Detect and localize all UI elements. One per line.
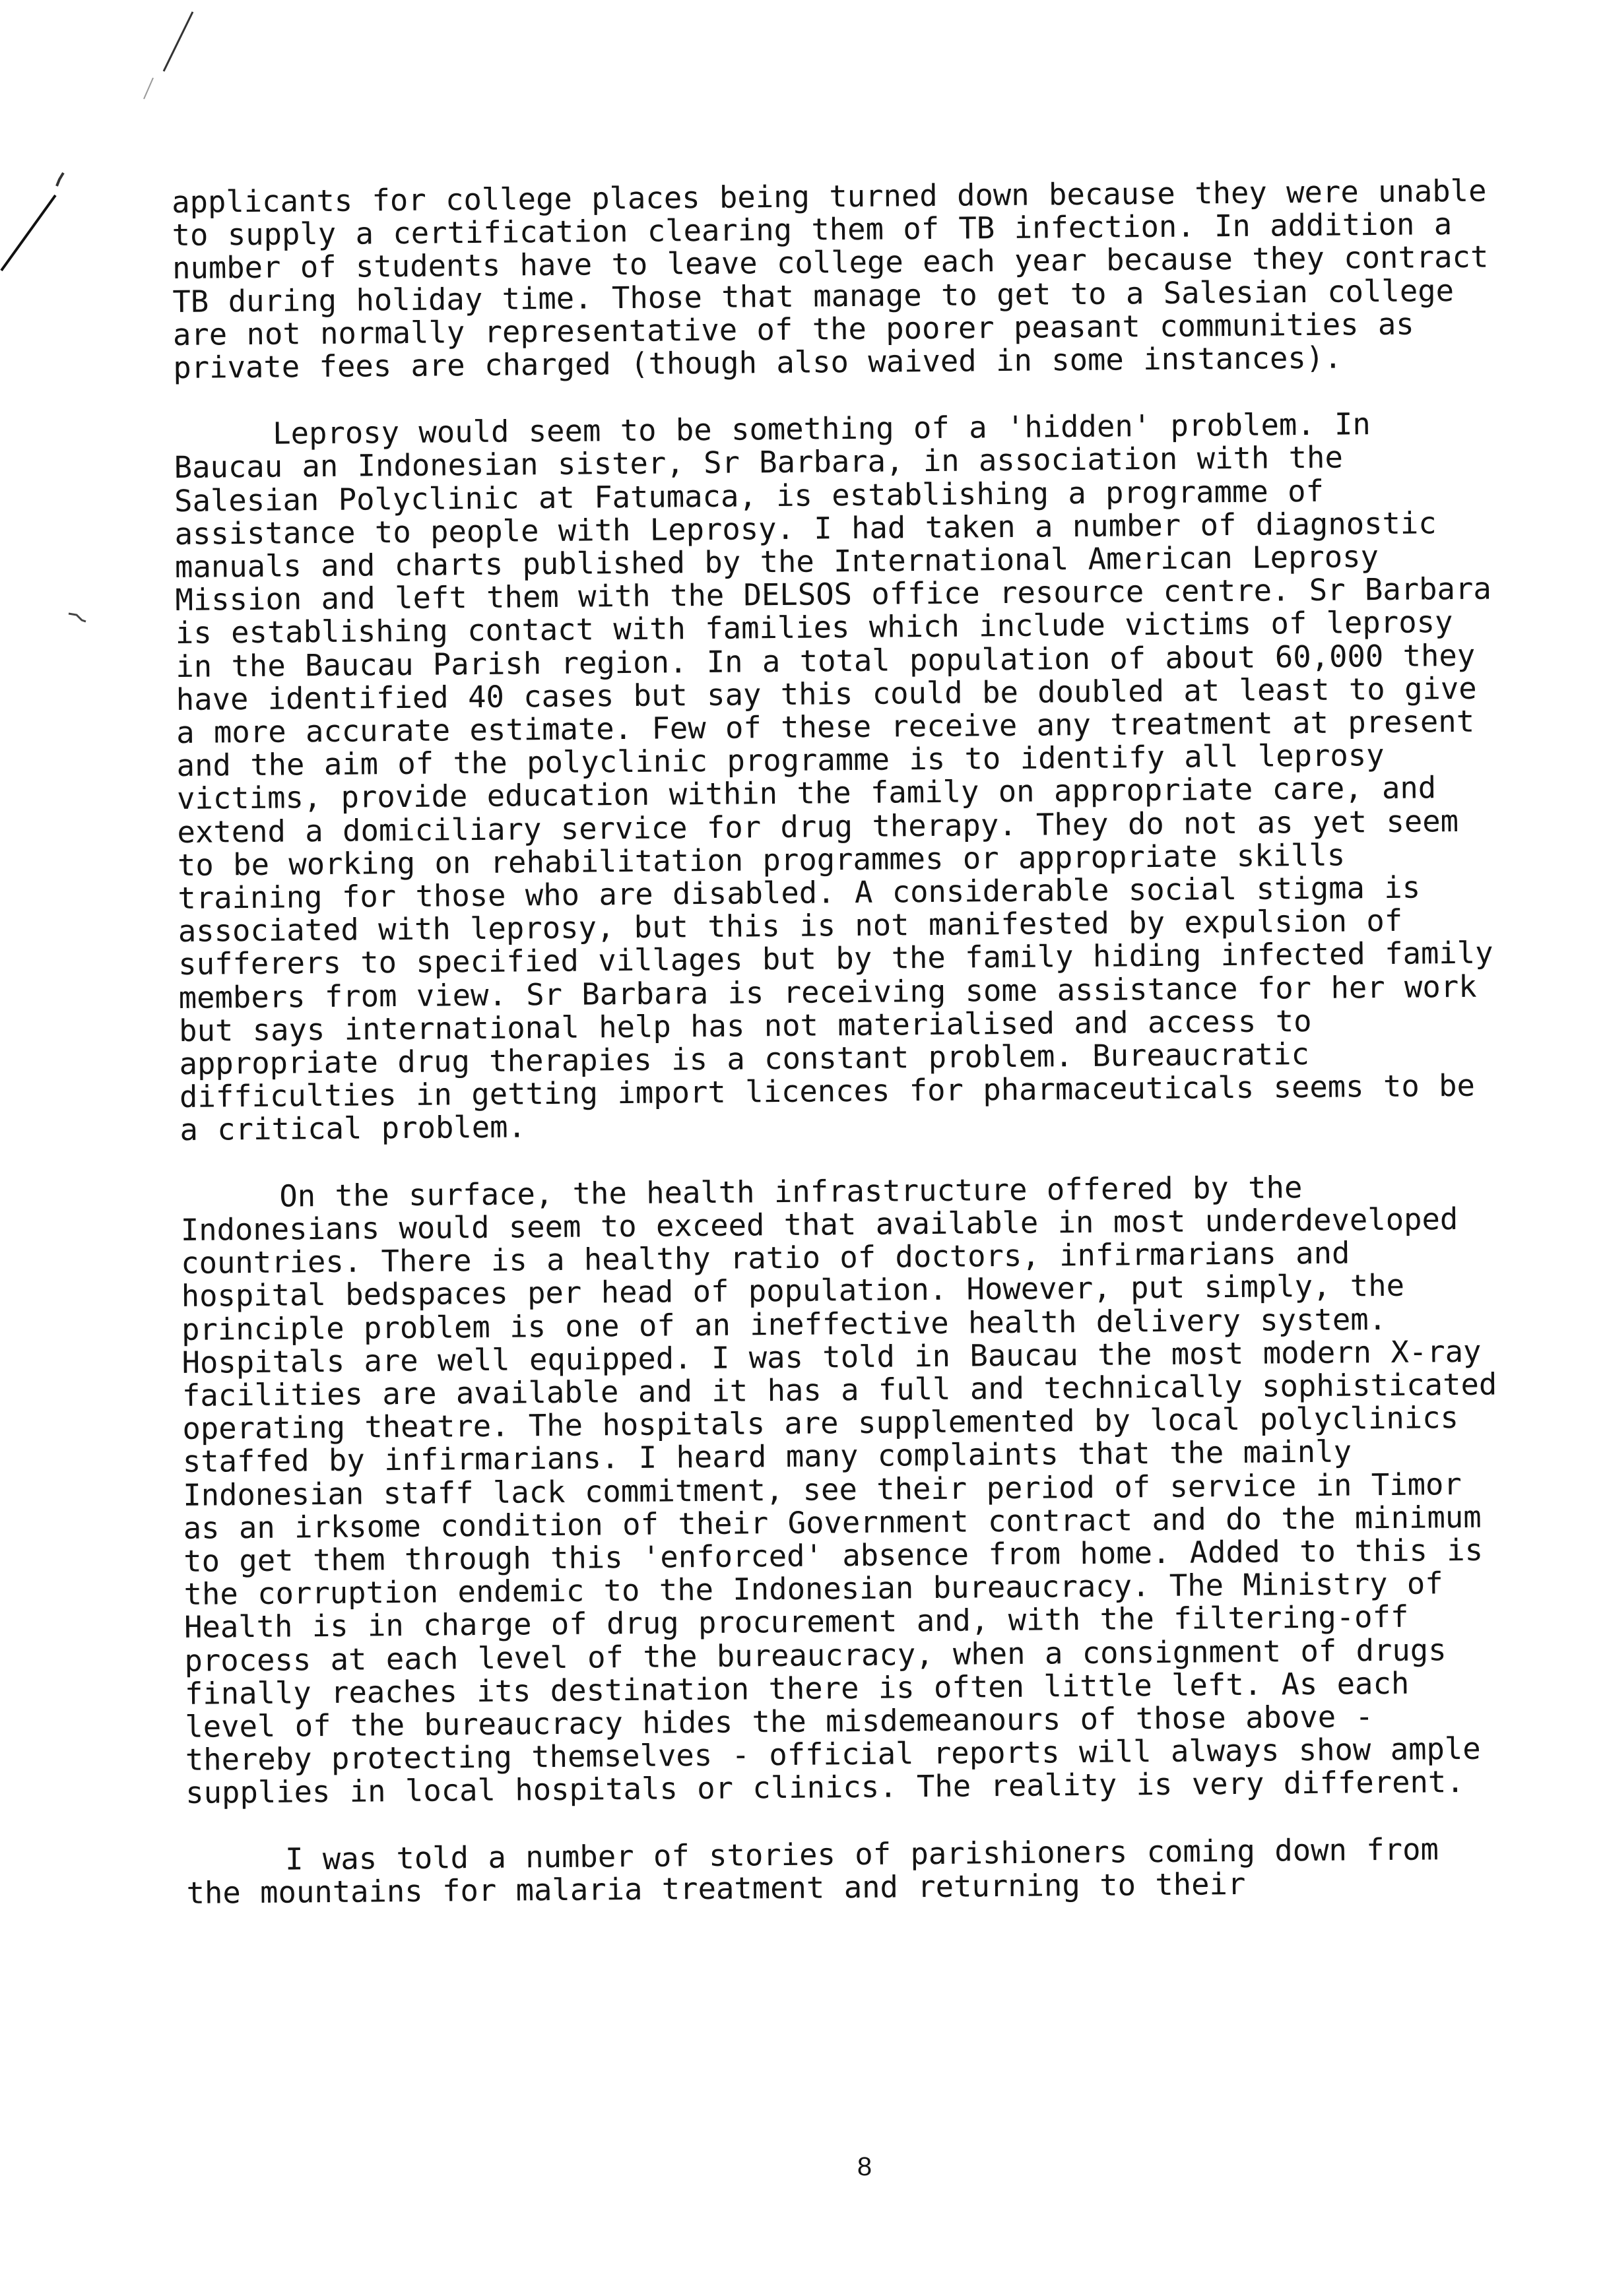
scan-mark-top-slash	[164, 12, 193, 71]
paragraph-health-infrastructure: On the surface, the health infrastructure offered by the Indonesians would seem to exceed that available in most underdeveloped countries. There is a healthy ratio of doctors, infirmarians and hospital bedspaces per head of population. However, put simply, the principle problem is one of an ineffective health delivery system. Hospitals are well equipped. I was told in Baucau the most modern X-ray facilities are available and it has a full and technically sophisticated operating theatre. The hospitals are supplemented by local polyclinics staffed by infirmarians. I heard many complaints that the mainly Indonesian staff lack commitment, see their period of service in Timor as an irksome condition of their Government contract and do the minimum to get them through this 'enforced' absence from home. Added to this is the corruption endemic to the Indonesian bureaucracy. The Ministry of Health is in charge of drug procurement and, with the filtering-off process at each level of the bureaucracy, when a consignment of drugs finally reaches its destination there is often little left. As each level of the bureaucracy hides the misdemeanours of those above - thereby protecting themselves - official reports will always show ample supplies in local hospitals or clinics. The reality is very different.	[180, 1169, 1497, 1811]
scan-mark-left-edge	[57, 173, 63, 186]
scan-mark-left-slash	[1, 195, 55, 271]
scan-mark-top-slash-faint	[144, 78, 153, 99]
paragraph-tb-certification: applicants for college places being turned down because they were unable to supply a certification clearing them of TB infection. In addition a number of students have to leave college each year because they contract TB during holiday time. Those that manage to get to a Salesian college are not normally representative of the poorer peasant communities as private fees are charged (though also waived in some instances).	[171, 173, 1489, 386]
scan-mark-margin-tick	[69, 614, 86, 622]
page-number: 8	[857, 2152, 872, 2181]
body-text	[172, 175, 1507, 1944]
paragraph-malaria-stories: I was told a number of stories of parishioners coming down from the mountains for malaria treatment and returning to their	[186, 1831, 1439, 1911]
paragraph-leprosy: Leprosy would seem to be something of a 'hidden' problem. In Baucau an Indonesian sister, Sr Barbara, in association with the Salesian Polyclinic at Fatumaca, is establishing a programme of assistance to people with Leprosy. I had taken a number of diagnostic manuals and charts published by the International American Leprosy Mission and left them with the DELSOS office resource centre. Sr Barbara is establishing contact with families which include victims of leprosy in the Baucau Parish region. In a total population of about 60,000 they have identified 40 cases but say this could be doubled at least to give a more accurate estimate. Few of these receive any treatment at present and the aim of the polyclinic programme is to identify all leprosy victims, provide education within the family on appropriate care, and extend a domiciliary service for drug therapy. They do not as yet seem to be working on rehabilitation programmes or appropriate skills training for those who are disabled. A considerable social stigma is associated with leprosy, but this is not manifested by expulsion of sufferers to specified villages but by the family hiding infected family members from view. Sr Barbara is receiving some assistance for her work but says international help has not materialised and access to appropriate drug therapies is a constant problem. Bureaucratic difficulties in getting import licences for pharmaceuticals seems to be a critical problem.	[174, 406, 1493, 1148]
